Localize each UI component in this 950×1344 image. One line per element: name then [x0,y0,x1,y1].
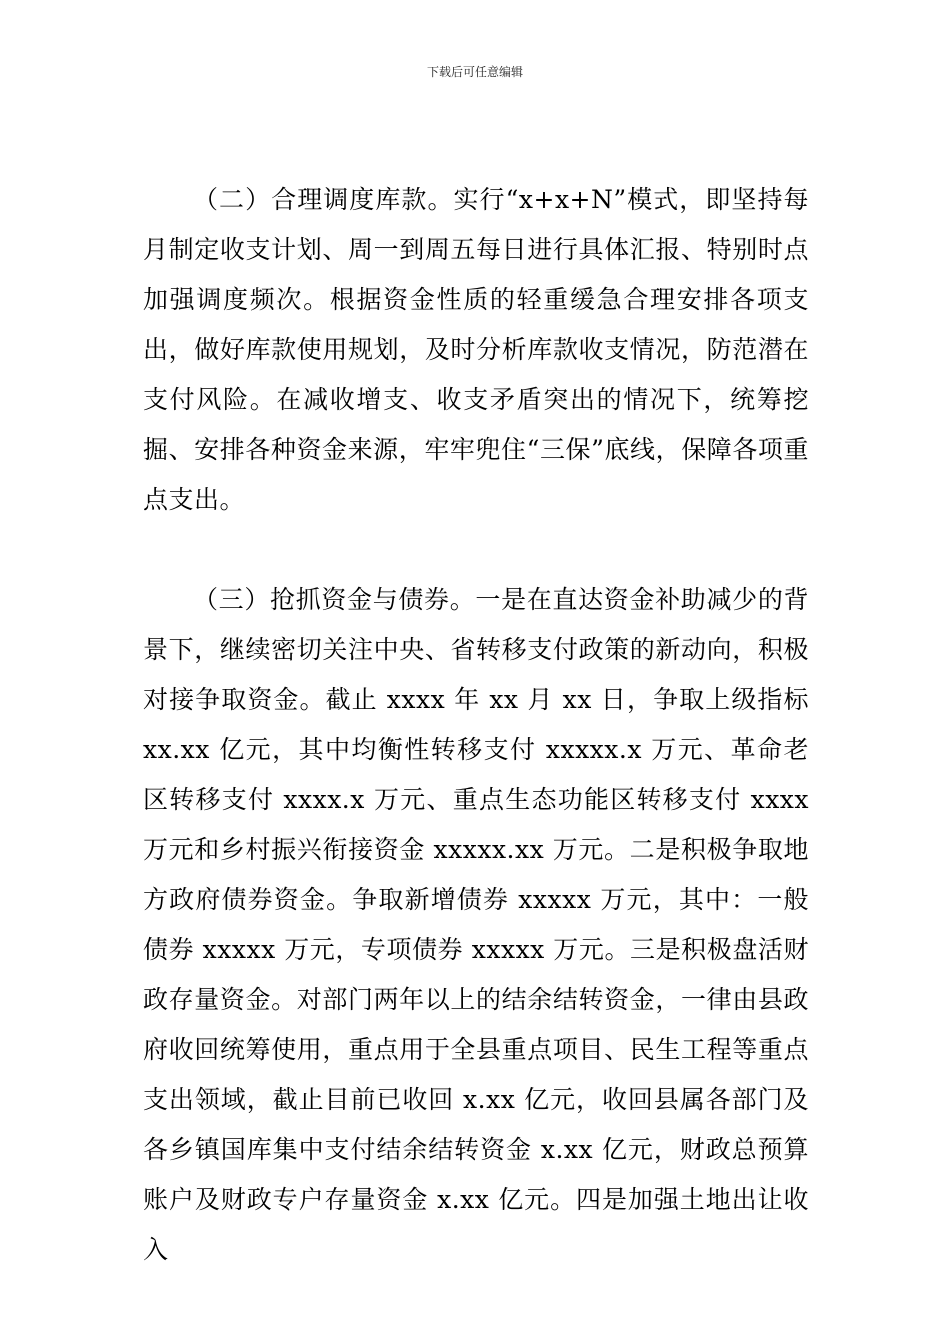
page-header-note: 下载后可任意编辑 [426,65,523,79]
paragraph-funds-and-bonds: （三）抢抓资金与债券。一是在直达资金补助减少的背景下，继续密切关注中央、省转移支付政策的新动向，积极对接争取资金。截止 xxxx 年 xx 月 xx 日，争取上级指标 xx.xx 亿元，其中均衡性转移支付 xxxxx.x 万元、革命老区转移支付 xxxx.x 万元、重点生态功能区转移支付 xxxx 万元和乡村振兴衔接资金 xxxxx.xx 万元。二是积极争取地方政府债券资金。争取新增债券 xxxxx 万元，其中：一般债券 xxxxx 万元，专项债券 xxxxx 万元。三是积极盘活财政存量资金。对部门两年以上的结余结转资金，一律由县政府收回统筹使用，重点用于全县重点项目、民生工程等重点支出领域，截止目前已收回 x.xx 亿元，收回县属各部门及各乡镇国库集中支付结余结转资金 x.xx 亿元，财政总预算账户及财政专户存量资金 x.xx 亿元。四是加强土地出让收入 [143,585,809,1264]
paragraph-treasury-dispatch: （二）合理调度库款。实行“x+x+N”模式，即坚持每月制定收支计划、周一到周五每日进行具体汇报、特别时点加强调度频次。根据资金性质的轻重缓急合理安排各项支出，做好库款使用规划，及时分析库款收支情况，防范潜在支付风险。在减收增支、收支矛盾突出的情况下，统筹挖掘、安排各种资金来源，牢牢兜住“三保”底线，保障各项重点支出。 [143,185,809,514]
